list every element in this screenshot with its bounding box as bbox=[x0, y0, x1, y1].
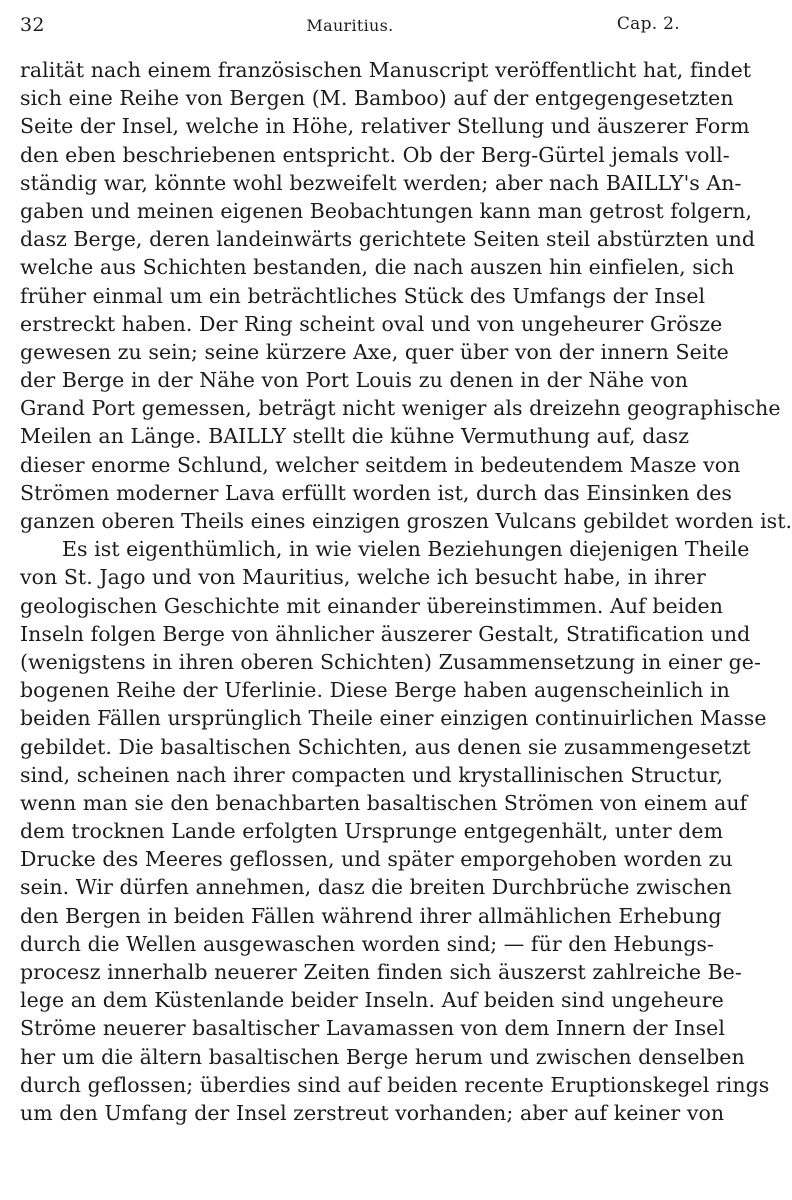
text-line: durch geflossen; überdies sind auf beiden recente Eruptionskegel rings bbox=[20, 1072, 770, 1097]
text-line: gewesen zu sein; seine kürzere Axe, quer über von der innern Seite bbox=[20, 339, 729, 364]
text-line: beiden Fällen ursprünglich Theile einer einzigen continuirlichen Masse bbox=[20, 706, 767, 731]
text-line: gaben und meinen eigenen Beobachtungen kann man getrost folgern, bbox=[20, 198, 753, 223]
text-line: Grand Port gemessen, beträgt nicht weniger als dreizehn geographische bbox=[20, 396, 781, 421]
text-line: bogenen Reihe der Uferlinie. Diese Berge haben augenscheinlich in bbox=[20, 678, 730, 703]
text-line: von St. Jago und von Mauritius, welche ich besucht habe, in ihrer bbox=[20, 565, 706, 590]
text-line: procesz innerhalb neuerer Zeiten finden sich äuszerst zahlreiche Be- bbox=[20, 960, 742, 984]
text-line: dieser enorme Schlund, welcher seitdem in bedeutendem Masze von bbox=[20, 452, 741, 477]
text-line: erstreckt haben. Der Ring scheint oval und von ungeheurer Grösze bbox=[20, 311, 723, 336]
text-line: geologischen Geschichte mit einander übereinstimmen. Auf beiden bbox=[20, 593, 723, 618]
body-text bbox=[20, 56, 792, 1127]
page-number: 32 bbox=[20, 14, 45, 36]
text-line: ständig war, könnte wohl bezweifelt werden; aber nach BAILLY's An- bbox=[20, 170, 742, 195]
text-line: dasz Berge, deren landeinwärts gerichtete Seiten steil abstürzten und bbox=[20, 227, 756, 252]
text-line: sich eine Reihe von Bergen (M. Bamboo) auf der entgegengesetzten bbox=[20, 86, 734, 111]
text-line: (wenigstens in ihren oberen Schichten) Zusammensetzung in einer ge- bbox=[20, 649, 761, 674]
paragraph-start-line: Es ist eigenthümlich, in wie vielen Beziehungen diejenigen Theile bbox=[62, 537, 750, 562]
text-line: her um die ältern basaltischen Berge herum und zwischen denselben bbox=[20, 1044, 745, 1069]
paragraph-end-line: ganzen oberen Theils eines einzigen groszen Vulcans gebildet worden ist. bbox=[20, 509, 792, 533]
running-title: Mauritius. bbox=[306, 16, 394, 35]
text-line: sein. Wir dürfen annehmen, dasz die breiten Durchbrüche zwischen bbox=[20, 875, 732, 900]
text-line: der Berge in der Nähe von Port Louis zu denen in der Nähe von bbox=[20, 368, 688, 393]
text-line: früher einmal um ein beträchtliches Stück des Umfangs der Insel bbox=[20, 283, 706, 308]
text-line: sind, scheinen nach ihrer compacten und krystallinischen Structur, bbox=[20, 762, 724, 787]
text-line: Drucke des Meeres geflossen, und später emporgehoben worden zu bbox=[20, 847, 733, 872]
text-line: den eben beschriebenen entspricht. Ob der Berg-Gürtel jemals voll- bbox=[20, 142, 730, 167]
text-line: Ströme neuerer basaltischer Lavamassen von dem Innern der Insel bbox=[20, 1016, 725, 1041]
text-line: lege an dem Küstenlande beider Inseln. Auf beiden sind ungeheure bbox=[20, 988, 724, 1013]
text-line: Meilen an Länge. BAILLY stellt die kühne Vermuthung auf, dasz bbox=[20, 424, 690, 449]
text-line: um den Umfang der Insel zerstreut vorhanden; aber auf keiner von bbox=[20, 1100, 725, 1125]
text-line: Strömen moderner Lava erfüllt worden ist, durch das Einsinken des bbox=[20, 480, 732, 505]
text-line: dem trocknen Lande erfolgten Ursprunge entgegenhält, unter dem bbox=[20, 819, 724, 844]
text-line: ralität nach einem französischen Manuscript veröffentlicht hat, findet bbox=[20, 58, 752, 82]
text-line: wenn man sie den benachbarten basaltischen Strömen von einem auf bbox=[20, 790, 748, 815]
chapter-reference: Cap. 2. bbox=[616, 14, 680, 34]
text-line: den Bergen in beiden Fällen während ihrer allmählichen Erhebung bbox=[20, 903, 722, 928]
text-line: gebildet. Die basaltischen Schichten, aus denen sie zusammengesetzt bbox=[20, 734, 751, 759]
text-line: durch die Wellen ausgewaschen worden sind; — für den Hebungs- bbox=[20, 931, 714, 956]
running-head bbox=[20, 14, 680, 44]
text-line: welche aus Schichten bestanden, die nach auszen hin einfielen, sich bbox=[20, 255, 735, 280]
text-line: Inseln folgen Berge von ähnlicher äuszerer Gestalt, Stratification und bbox=[20, 621, 751, 646]
text-line: Seite der Insel, welche in Höhe, relativer Stellung und äuszerer Form bbox=[20, 114, 750, 139]
